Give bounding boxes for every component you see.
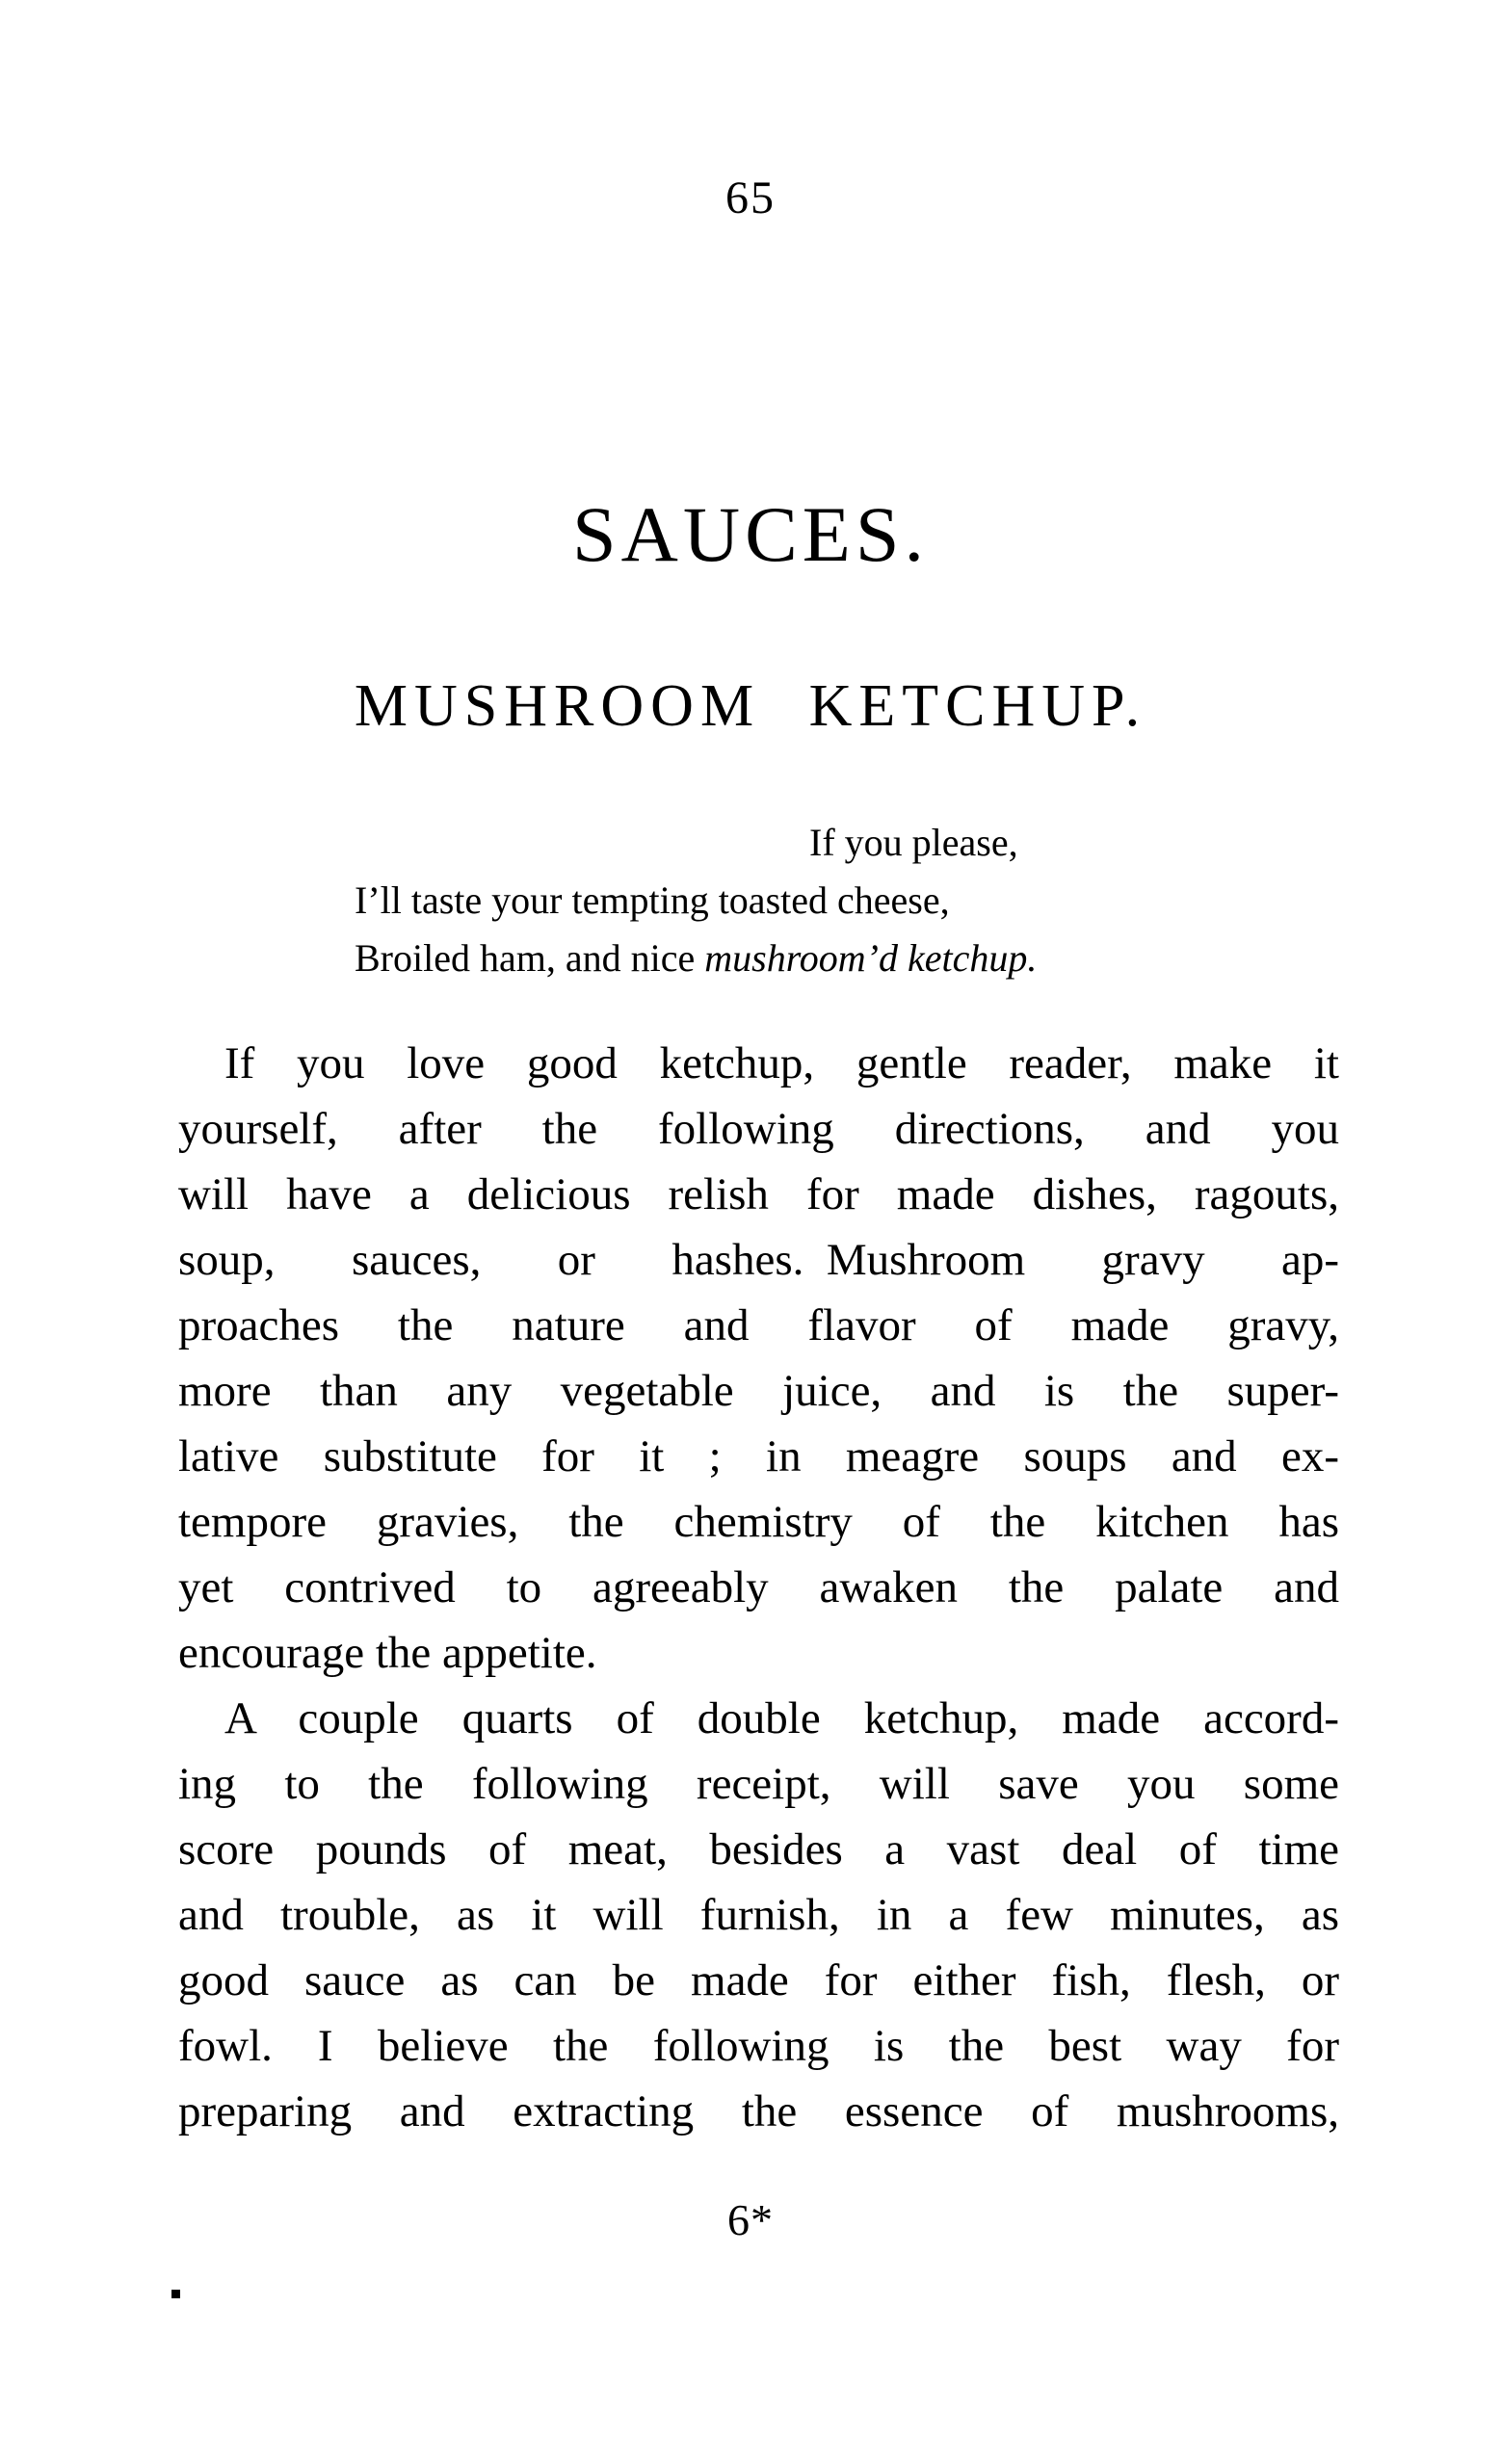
body-line: soup, sauces, or hashes. Mushroom gravy ap- (178, 1235, 1339, 1285)
body-line: proaches the nature and flavor of made gravy, (178, 1300, 1339, 1350)
signature-mark: 6* (727, 2195, 774, 2244)
scan-speck (171, 2290, 180, 2298)
body-line: A couple quarts of double ketchup, made accord- (224, 1693, 1339, 1743)
epigraph-line-3 (355, 930, 1260, 987)
body-line: score pounds of meat, besides a vast deal of time (178, 1824, 1339, 1874)
body-line: and trouble, as it will furnish, in a few minutes, as (178, 1890, 1339, 1940)
epigraph (355, 814, 1260, 987)
body-line: fowl. I believe the following is the best way for (178, 2021, 1339, 2071)
body-line: ing to the following receipt, will save you some (178, 1759, 1339, 1809)
recipe-heading: MUSHROOM KETCHUP. (354, 673, 1147, 739)
body-line: yourself, after the following directions, and you (178, 1104, 1339, 1154)
body-text (178, 1031, 1339, 2144)
epigraph-line-3-regular: Broiled ham, and nice (355, 936, 705, 980)
epigraph-line-2: I’ll taste your tempting toasted cheese, (355, 878, 950, 922)
body-line: good sauce as can be made for either fish, flesh, or (178, 1955, 1339, 2005)
body-line: encourage the appetite. (178, 1628, 597, 1678)
body-line: yet contrived to agreeably awaken the palate and (178, 1562, 1339, 1612)
epigraph-line-3-italic: mushroom’d ketchup. (704, 936, 1038, 980)
epigraph-line-1: If you please, (809, 821, 1018, 864)
body-line: If you love good ketchup, gentle reader, make it (224, 1038, 1339, 1088)
body-line: tempore gravies, the chemistry of the kitchen has (178, 1497, 1339, 1547)
body-line: more than any vegetable juice, and is the super- (178, 1366, 1339, 1416)
body-line: preparing and extracting the essence of mushrooms, (178, 2086, 1339, 2136)
section-heading: SAUCES. (572, 490, 929, 578)
page-number: 65 (725, 172, 776, 223)
body-line: will have a delicious relish for made dishes, ragouts, (178, 1169, 1339, 1219)
body-line: lative substitute for it ; in meagre soups and ex- (178, 1431, 1339, 1481)
